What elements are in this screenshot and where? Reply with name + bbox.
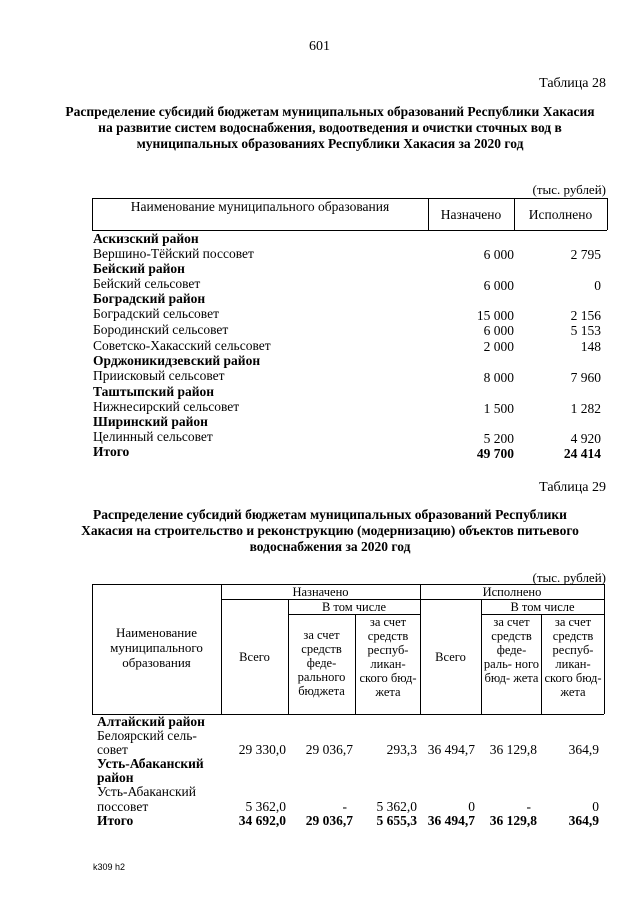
col-header-name: Наименование муниципального образования: [110, 625, 203, 670]
district-row: Боградский район: [93, 291, 206, 306]
table-row-name-cont: поссовет: [97, 799, 149, 814]
table-row-value: 5 362,0: [245, 799, 286, 814]
table-row-planned: 5 200: [483, 431, 514, 446]
col-header-including-planned: В том числе: [321, 600, 387, 614]
col-header-federal-planned: за счет средств феде- рального бюджета: [297, 628, 346, 698]
table-row-value: 293,3: [386, 742, 417, 757]
total-row-value: 36 129,8: [489, 813, 537, 828]
table-row-value: 36 494,7: [427, 742, 475, 757]
district-row: Алтайский район: [97, 714, 205, 729]
table-row-name: Вершино-Тёйский поссовет: [93, 246, 254, 261]
table-row-planned: 8 000: [483, 370, 514, 385]
col-header-planned: Назначено: [440, 207, 502, 222]
table-row-executed: 2 156: [570, 308, 601, 323]
table-28-units: (тыс. рублей): [532, 182, 606, 197]
district-row: Бейский район: [93, 261, 185, 276]
district-row: Ширинский район: [93, 414, 208, 429]
table-row-executed: 7 960: [570, 370, 601, 385]
col-header-executed: Исполнено: [528, 207, 593, 222]
table-row-planned: 6 000: [483, 323, 514, 338]
total-row-value: 34 692,0: [238, 813, 286, 828]
total-row-name: Итого: [97, 813, 134, 828]
table-row-executed: 1 282: [570, 401, 601, 416]
col-header-executed: Исполнено: [482, 585, 542, 599]
col-header-total-executed: Всего: [435, 650, 466, 664]
table-row-planned: 6 000: [483, 278, 514, 293]
table-row-planned: 6 000: [483, 247, 514, 262]
table-29-title: Распределение субсидий бюджетам муниципальных образований Республики Хакасия на строительство и реконструкцию (модернизацию) объектов питьевого водоснабжения за 2020 год: [81, 507, 579, 554]
table-row-name: Бородинский сельсовет: [93, 322, 229, 337]
table-row-name: Белоярский сель-: [97, 728, 197, 743]
table-row-value: 0: [592, 799, 599, 814]
table-row-executed: 2 795: [570, 247, 601, 262]
table-row-name: Нижнесирский сельсовет: [93, 399, 240, 414]
table-row-planned: 2 000: [483, 339, 514, 354]
table-row-value: -: [526, 799, 531, 814]
table-row-executed: 148: [580, 339, 601, 354]
table-row-name: Боградский сельсовет: [93, 306, 219, 321]
table-row-executed: 4 920: [570, 431, 601, 446]
district-row-cont: район: [97, 770, 134, 785]
district-row: Аскизский район: [93, 231, 199, 246]
district-row: Орджоникидзевский район: [93, 353, 261, 368]
page-number: 601: [309, 39, 330, 54]
table-29-label: Таблица 29: [539, 480, 606, 495]
table-row-planned: 1 500: [483, 401, 514, 416]
table-row-executed: 0: [594, 278, 601, 293]
table-row-name: Бейский сельсовет: [93, 276, 201, 291]
table-row-value: 29 036,7: [305, 742, 353, 757]
total-row-name: Итого: [93, 444, 130, 459]
total-row-value: 29 036,7: [305, 813, 353, 828]
table-29-units: (тыс. рублей): [532, 570, 606, 585]
table-row-planned: 15 000: [476, 308, 514, 323]
col-header-federal-executed: за счет средств феде- раль- ного бюд- жета: [483, 615, 540, 685]
total-row-value: 5 655,3: [376, 813, 417, 828]
total-row-value: 36 494,7: [427, 813, 475, 828]
district-row: Усть-Абаканский: [97, 756, 204, 771]
total-row-executed: 24 414: [563, 446, 601, 461]
table-28-label: Таблица 28: [539, 76, 606, 91]
table-row-value: 364,9: [568, 742, 599, 757]
col-header-republic-executed: за счет средств респуб- ликан- ского бюд- жета: [544, 615, 602, 699]
table-row-value: 0: [468, 799, 475, 814]
col-header-republic-planned: за счет средств респуб- ликан- ского бюд- жета: [359, 615, 417, 699]
table-row-name-cont: совет: [97, 742, 128, 757]
col-header-name: Наименование муниципального образования: [130, 199, 390, 214]
total-row-value: 364,9: [568, 813, 599, 828]
table-row-name: Усть-Абаканский: [97, 784, 196, 799]
col-header-including-executed: В том числе: [510, 600, 575, 614]
col-header-planned: Назначено: [292, 585, 349, 599]
total-row-planned: 49 700: [476, 446, 514, 461]
table-28-title: Распределение субсидий бюджетам муниципальных образований Республики Хакасия на развитие систем водоснабжения, водоотведения и очистки сточных вод в муниципальных образованиях Республики Хакасия за 2020 год: [65, 104, 595, 151]
table-row-value: -: [342, 799, 347, 814]
table-row-value: 36 129,8: [489, 742, 537, 757]
table-row-value: 5 362,0: [376, 799, 417, 814]
table-row-value: 29 330,0: [238, 742, 286, 757]
footer-code: k309 h2: [93, 862, 126, 872]
table-row-name: Приисковый сельсовет: [93, 368, 225, 383]
table-row-executed: 5 153: [570, 323, 601, 338]
table-row-name: Целинный сельсовет: [93, 429, 213, 444]
table-row-name: Советско-Хакасский сельсовет: [93, 338, 271, 353]
district-row: Таштыпский район: [93, 384, 215, 399]
col-header-total-planned: Всего: [239, 650, 270, 664]
